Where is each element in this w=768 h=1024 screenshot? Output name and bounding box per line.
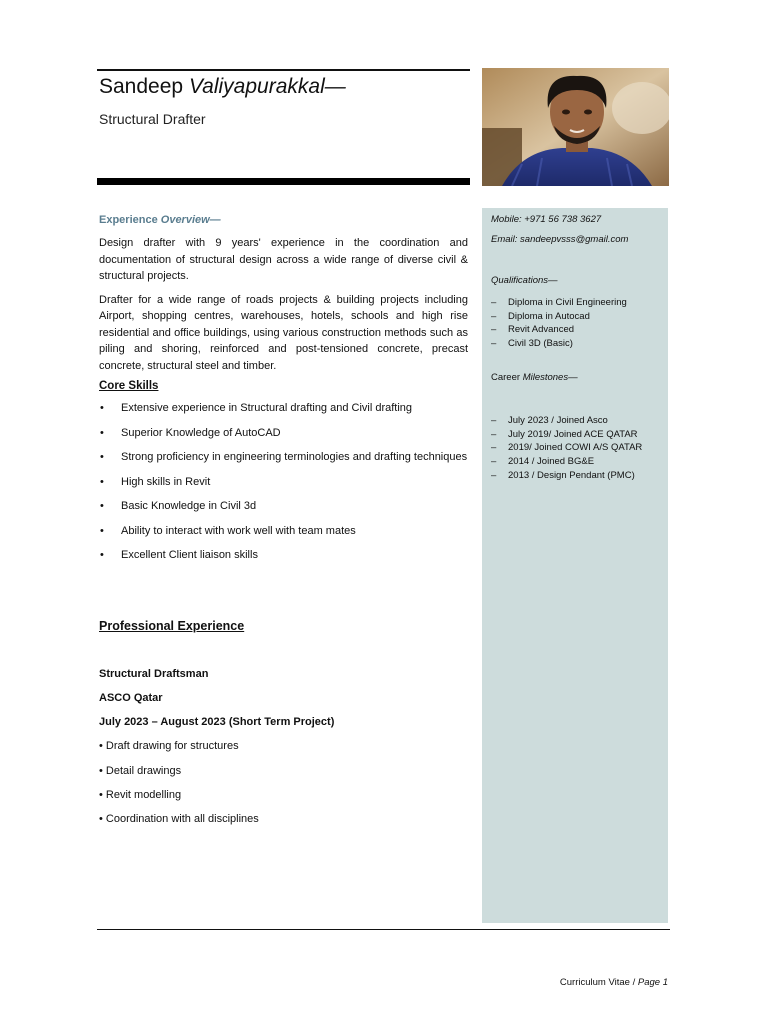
page-footer: Curriculum Vitae / Page 1	[559, 977, 668, 988]
job-title: Structural Draftsman	[99, 668, 209, 680]
list-item: • Extensive experience in Structural drafting and Civil drafting	[100, 402, 413, 414]
professional-experience-title: Professional Experience	[99, 619, 245, 633]
footer-rule	[97, 929, 670, 930]
list-item: • High skills in Revit	[100, 475, 211, 488]
candidate-name: Sandeep Valiyapurakkal—	[99, 75, 346, 98]
duty-item: • Detail drawings	[99, 765, 182, 777]
overview-paragraph-2: Drafter for a wide range of roads projects & building projects including Airport, shopping centres, warehouses, hotels, schools and high rise residential and office buildings, using various construction methods such as piling and shoring, reinforced and post-tensioned concrete, precast concrete, structural steel and timber.	[99, 293, 468, 372]
list-item: – Diploma in Civil Engineering	[491, 297, 627, 308]
list-item: – July 2023 / Joined Asco	[491, 415, 608, 426]
qualifications-title: Qualifications—	[491, 275, 558, 286]
email-address: Email: sandeepvsss@gmail.com	[491, 234, 629, 245]
list-item: – Civil 3D (Basic)	[491, 338, 573, 350]
list-item: – 2014 / Joined BG&E	[491, 456, 595, 468]
overview-title: Experience Overview—	[99, 214, 221, 226]
list-item: • Basic Knowledge in Civil 3d	[100, 500, 257, 512]
list-item: • Superior Knowledge of AutoCAD	[100, 426, 281, 439]
milestones-list	[491, 414, 642, 482]
list-item: • Strong proficiency in engineering terminologies and drafting techniques	[100, 451, 468, 463]
header-top-rule	[97, 69, 470, 71]
list-item: • Excellent Client liaison skills	[100, 549, 258, 561]
list-item: – July 2019/ Joined ACE QATAR	[491, 428, 638, 440]
overview-paragraph-1: Design drafter with 9 years' experience in the coordination and documentation of structural design across a wide range of diverse civil & structural projects.	[99, 237, 468, 282]
list-item: – 2013 / Design Pendant (PMC)	[491, 469, 635, 481]
core-skills-list	[99, 400, 468, 563]
mobile-number: Mobile: +971 56 738 3627	[491, 214, 602, 225]
milestones-title: Career Milestones—	[491, 372, 578, 383]
list-item: – 2019/ Joined COWI A/S QATAR	[491, 442, 643, 454]
company-name: ASCO Qatar	[99, 692, 163, 704]
header-thick-rule	[97, 178, 470, 185]
duty-item: • Coordination with all disciplines	[99, 813, 259, 825]
main-content	[99, 214, 468, 563]
list-item: – Revit Advanced	[491, 324, 575, 336]
list-item: – Diploma in Autocad	[491, 310, 590, 322]
job-role: Structural Drafter	[99, 111, 206, 127]
list-item: • Ability to interact with work well with team mates	[100, 524, 356, 537]
duty-item: • Revit modelling	[99, 789, 182, 801]
qualifications-list	[491, 296, 627, 351]
duty-item: • Draft drawing for structures	[99, 740, 239, 752]
employment-period: July 2023 – August 2023 (Short Term Project)	[99, 716, 335, 728]
core-skills-title: Core Skills	[99, 380, 159, 392]
profile-photo	[482, 68, 669, 186]
